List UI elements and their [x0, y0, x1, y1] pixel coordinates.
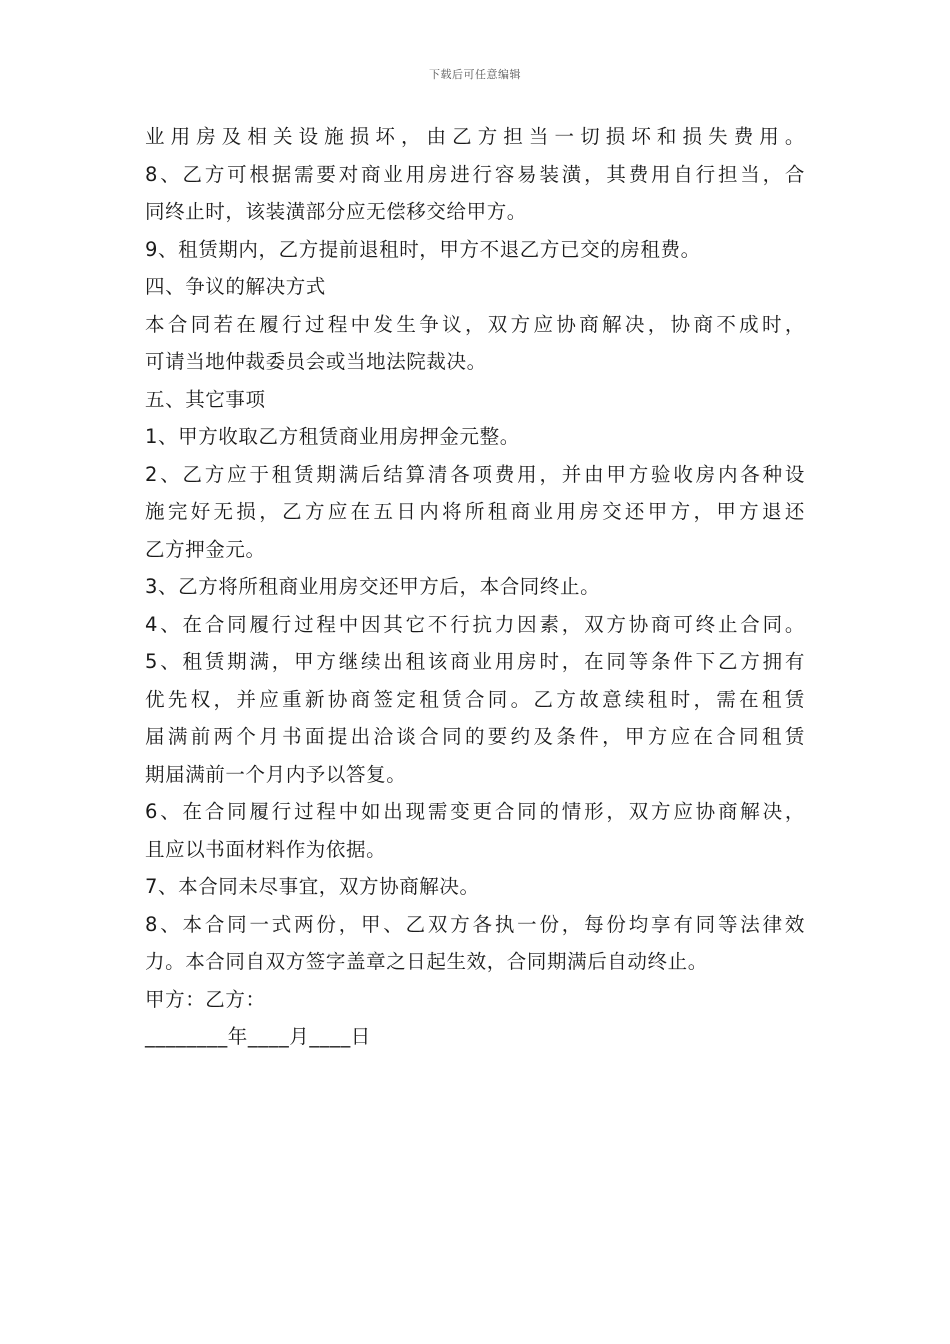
text-line: 乙方押金元。: [145, 537, 266, 561]
section-heading: 四、争议的解决方式: [145, 275, 326, 298]
text-line: 4、在合同履行过程中因其它不行抗力因素，双方协商可终止合同。: [145, 612, 805, 636]
text-line: 2、乙方应于租赁期满后结算清各项费用，并由甲方验收房内各种设: [145, 462, 805, 486]
signature-parties: 甲方：乙方：: [145, 987, 266, 1011]
text-line: 施完好无损，乙方应在五日内将所租商业用房交还甲方，甲方退还: [145, 500, 805, 523]
text-line: 3、乙方将所租商业用房交还甲方后，本合同终止。: [145, 575, 601, 598]
document-body: [145, 118, 810, 1056]
text-line: 1、甲方收取乙方租赁商业用房押金元整。: [145, 425, 520, 448]
text-line: 本合同若在履行过程中发生争议，双方应协商解决，协商不成时，: [145, 312, 805, 336]
text-line: 8、乙方可根据需要对商业用房进行容易装潢，其费用自行担当，合: [145, 162, 805, 186]
text-line: 且应以书面材料作为依据。: [145, 837, 387, 861]
text-line: 6、在合同履行过程中如出现需变更合同的情形，双方应协商解决，: [145, 800, 805, 823]
section-heading: 五、其它事项: [145, 387, 266, 411]
text-line: 9、租赁期内，乙方提前退租时，甲方不退乙方已交的房租费。: [145, 237, 701, 261]
text-line: 5、租赁期满，甲方继续出租该商业用房时，在同等条件下乙方拥有: [145, 650, 805, 673]
text-line: 力。本合同自双方签字盖章之日起生效，合同期满后自动终止。: [145, 950, 708, 973]
page-header: 下载后可任意编辑: [429, 68, 521, 81]
text-line: 届满前两个月书面提出洽谈合同的要约及条件，甲方应在合同租赁: [145, 725, 805, 748]
text-line: 8、本合同一式两份，甲、乙双方各执一份，每份均享有同等法律效: [145, 912, 805, 936]
text-line: 同终止时，该装潢部分应无偿移交给甲方。: [145, 200, 527, 223]
signature-date: ________年____月____日: [145, 1025, 371, 1048]
text-line: 可请当地仲裁委员会或当地法院裁决。: [145, 350, 487, 373]
text-line: 7、本合同未尽事宜，双方协商解决。: [145, 875, 480, 898]
text-line: 业用房及相关设施损坏，由乙方担当一切损坏和损失费用。: [145, 125, 805, 148]
text-line: 期届满前一个月内予以答复。: [145, 762, 407, 786]
text-line: 优先权，并应重新协商签定租赁合同。乙方故意续租时，需在租赁: [145, 687, 805, 711]
